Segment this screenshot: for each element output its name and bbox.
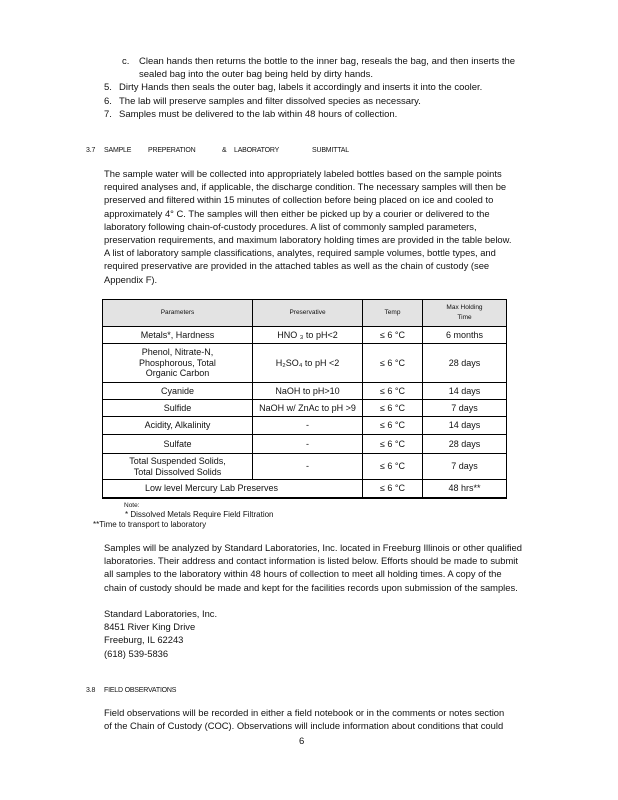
cell-parameter-line: Phenol, Nitrate-N, — [141, 347, 214, 358]
cell-hold: 48 hrs** — [423, 480, 507, 498]
paragraph-line: required analyses and, if applicable, the discharge condition. The necessary samples will then be — [104, 181, 507, 193]
cell-preservative: NaOH to pH>10 — [253, 383, 363, 400]
cell-preservative: - — [253, 454, 363, 480]
paragraph-line: laboratory following chain-of-custody procedures. A list of commonly sampled parameters, — [104, 220, 477, 232]
address-line: (618) 539-5836 — [104, 647, 169, 659]
list-item-c-marker: c. — [122, 56, 130, 67]
list-item-6-number: 6. — [104, 96, 112, 107]
table-row — [103, 400, 507, 417]
paragraph-line: all samples to the laboratory within 48 hours of collection to meet all holding times. A copy of the — [104, 568, 502, 580]
cell-temp: ≤ 6 °C — [363, 400, 423, 417]
list-item-c-line1: Clean hands then returns the bottle to the inner bag, reseals the bag, and then inserts the — [139, 56, 516, 67]
paragraph-line: Appendix F). — [104, 273, 158, 285]
cell-parameter: Low level Mercury Lab Preserves — [103, 480, 363, 498]
cell-parameter: Metals*, Hardness — [103, 327, 253, 344]
paragraph-line: chain of custody should be made and kept for the facilities records upon submission of the samples. — [104, 581, 518, 593]
cell-preservative: H₂SO₄ to pH <2 — [253, 344, 363, 383]
cell-parameter — [103, 454, 253, 480]
sample-requirements-table — [102, 299, 507, 499]
paragraph-line: Field observations will be recorded in either a field notebook or in the comments or notes section — [104, 707, 505, 718]
cell-parameter: Acidity, Alkalinity — [103, 417, 253, 435]
header-temp: Temp — [363, 300, 423, 327]
cell-parameter-line: Organic Carbon — [145, 368, 210, 379]
header-holding-time — [423, 300, 507, 327]
heading-word-sample: SAMPLE — [104, 147, 132, 154]
section-3-7-paragraph — [104, 167, 512, 286]
section-3-8-heading: FIELD OBSERVATIONS — [104, 687, 177, 694]
cell-temp: ≤ 6 °C — [363, 435, 423, 454]
section-3-7-number: 3.7 — [86, 147, 96, 154]
section-3-7-heading — [104, 147, 349, 154]
list-item-5-number: 5. — [104, 82, 112, 93]
heading-word-submittal: SUBMITTAL — [312, 147, 349, 154]
cell-temp: ≤ 6 °C — [363, 344, 423, 383]
cell-preservative: - — [253, 435, 363, 454]
list-item-7-number: 7. — [104, 109, 112, 120]
paragraph-line: approximately 4° C. The samples will then either be picked up by a courier or delivered to the — [104, 207, 490, 219]
header-preservative: Preservative — [253, 300, 363, 327]
heading-word-preperation: PREPERATION — [148, 147, 196, 154]
table-row — [103, 383, 507, 400]
cell-temp: ≤ 6 °C — [363, 417, 423, 435]
cell-parameter — [103, 344, 253, 383]
table-row — [103, 327, 507, 344]
paragraph-line: required preservative are provided in the attached tables as well as the chain of custody (see — [104, 260, 490, 272]
list-item-6-text: The lab will preserve samples and filter dissolved species as necessary. — [119, 96, 421, 107]
laboratory-paragraph — [104, 541, 522, 594]
cell-hold: 14 days — [423, 417, 507, 435]
cell-temp: ≤ 6 °C — [363, 327, 423, 344]
list-item-7-text: Samples must be delivered to the lab within 48 hours of collection. — [119, 109, 398, 120]
paragraph-line: preserved and filtered within 15 minutes of collection before being placed on ice and cooled to — [104, 194, 494, 206]
cell-hold: 28 days — [423, 344, 507, 383]
cell-hold: 7 days — [423, 454, 507, 480]
cell-parameter: Sulfide — [103, 400, 253, 417]
paragraph-line: A list of laboratory sample classifications, analytes, required sample volumes, bottle types, and — [104, 247, 496, 259]
cell-hold: 7 days — [423, 400, 507, 417]
list-item-c-line2: sealed bag into the outer bag being held by dirty hands. — [139, 69, 373, 80]
paragraph-line: of the Chain of Custody (COC). Observations will include information about conditions that could — [104, 720, 504, 732]
header-parameters: Parameters — [103, 300, 253, 327]
header-holding-line1: Max Holding — [446, 303, 483, 311]
address-line: 8451 River King Drive — [104, 621, 196, 633]
heading-word-ampersand: & — [222, 147, 227, 154]
cell-preservative: - — [253, 417, 363, 435]
section-3-8-number: 3.8 — [86, 687, 96, 694]
header-holding-line2: Time — [457, 314, 472, 321]
cell-hold: 6 months — [423, 327, 507, 344]
table-row — [103, 454, 507, 480]
note-dissolved-metals: * Dissolved Metals Require Field Filtration — [125, 510, 274, 519]
paragraph-line: preservation requirements, and maximum laboratory holding times are provided in the table below. — [104, 234, 512, 246]
cell-parameter-line: Phosphorous, Total — [139, 357, 216, 368]
cell-temp: ≤ 6 °C — [363, 454, 423, 480]
note-transport-time: **Time to transport to laboratory — [93, 520, 207, 529]
list-item-5-text: Dirty Hands then seals the outer bag, labels it accordingly and inserts it into the cooler. — [119, 82, 483, 93]
table-row — [103, 417, 507, 435]
table-header-row — [103, 300, 507, 327]
cell-parameter-line: Total Suspended Solids, — [129, 456, 226, 466]
cell-preservative: NaOH w/ ZnAc to pH >9 — [253, 400, 363, 417]
cell-temp: ≤ 6 °C — [363, 383, 423, 400]
note-label: Note: — [124, 502, 140, 509]
section-3-8-paragraph — [104, 706, 504, 732]
cell-preservative: HNO ₃ to pH<2 — [253, 327, 363, 344]
cell-temp: ≤ 6 °C — [363, 480, 423, 498]
cell-hold: 28 days — [423, 435, 507, 454]
cell-parameter: Cyanide — [103, 383, 253, 400]
cell-parameter-line: Total Dissolved Solids — [133, 466, 222, 477]
address-line: Standard Laboratories, Inc. — [104, 608, 218, 619]
paragraph-line: The sample water will be collected into appropriately labeled bottles based on the sample points — [104, 168, 502, 179]
table-row — [103, 480, 507, 498]
laboratory-address — [104, 607, 217, 660]
table-row — [103, 344, 507, 383]
paragraph-line: laboratories. Their address and contact information is listed below. Efforts should be made to submit — [104, 555, 518, 567]
paragraph-line: Samples will be analyzed by Standard Laboratories, Inc. located in Freeburg Illinois or other qualified — [104, 542, 522, 553]
address-line: Freeburg, IL 62243 — [104, 634, 184, 646]
cell-hold: 14 days — [423, 383, 507, 400]
table-row — [103, 435, 507, 454]
page-number: 6 — [299, 736, 305, 747]
heading-word-laboratory: LABORATORY — [234, 147, 280, 154]
cell-parameter: Sulfate — [103, 435, 253, 454]
